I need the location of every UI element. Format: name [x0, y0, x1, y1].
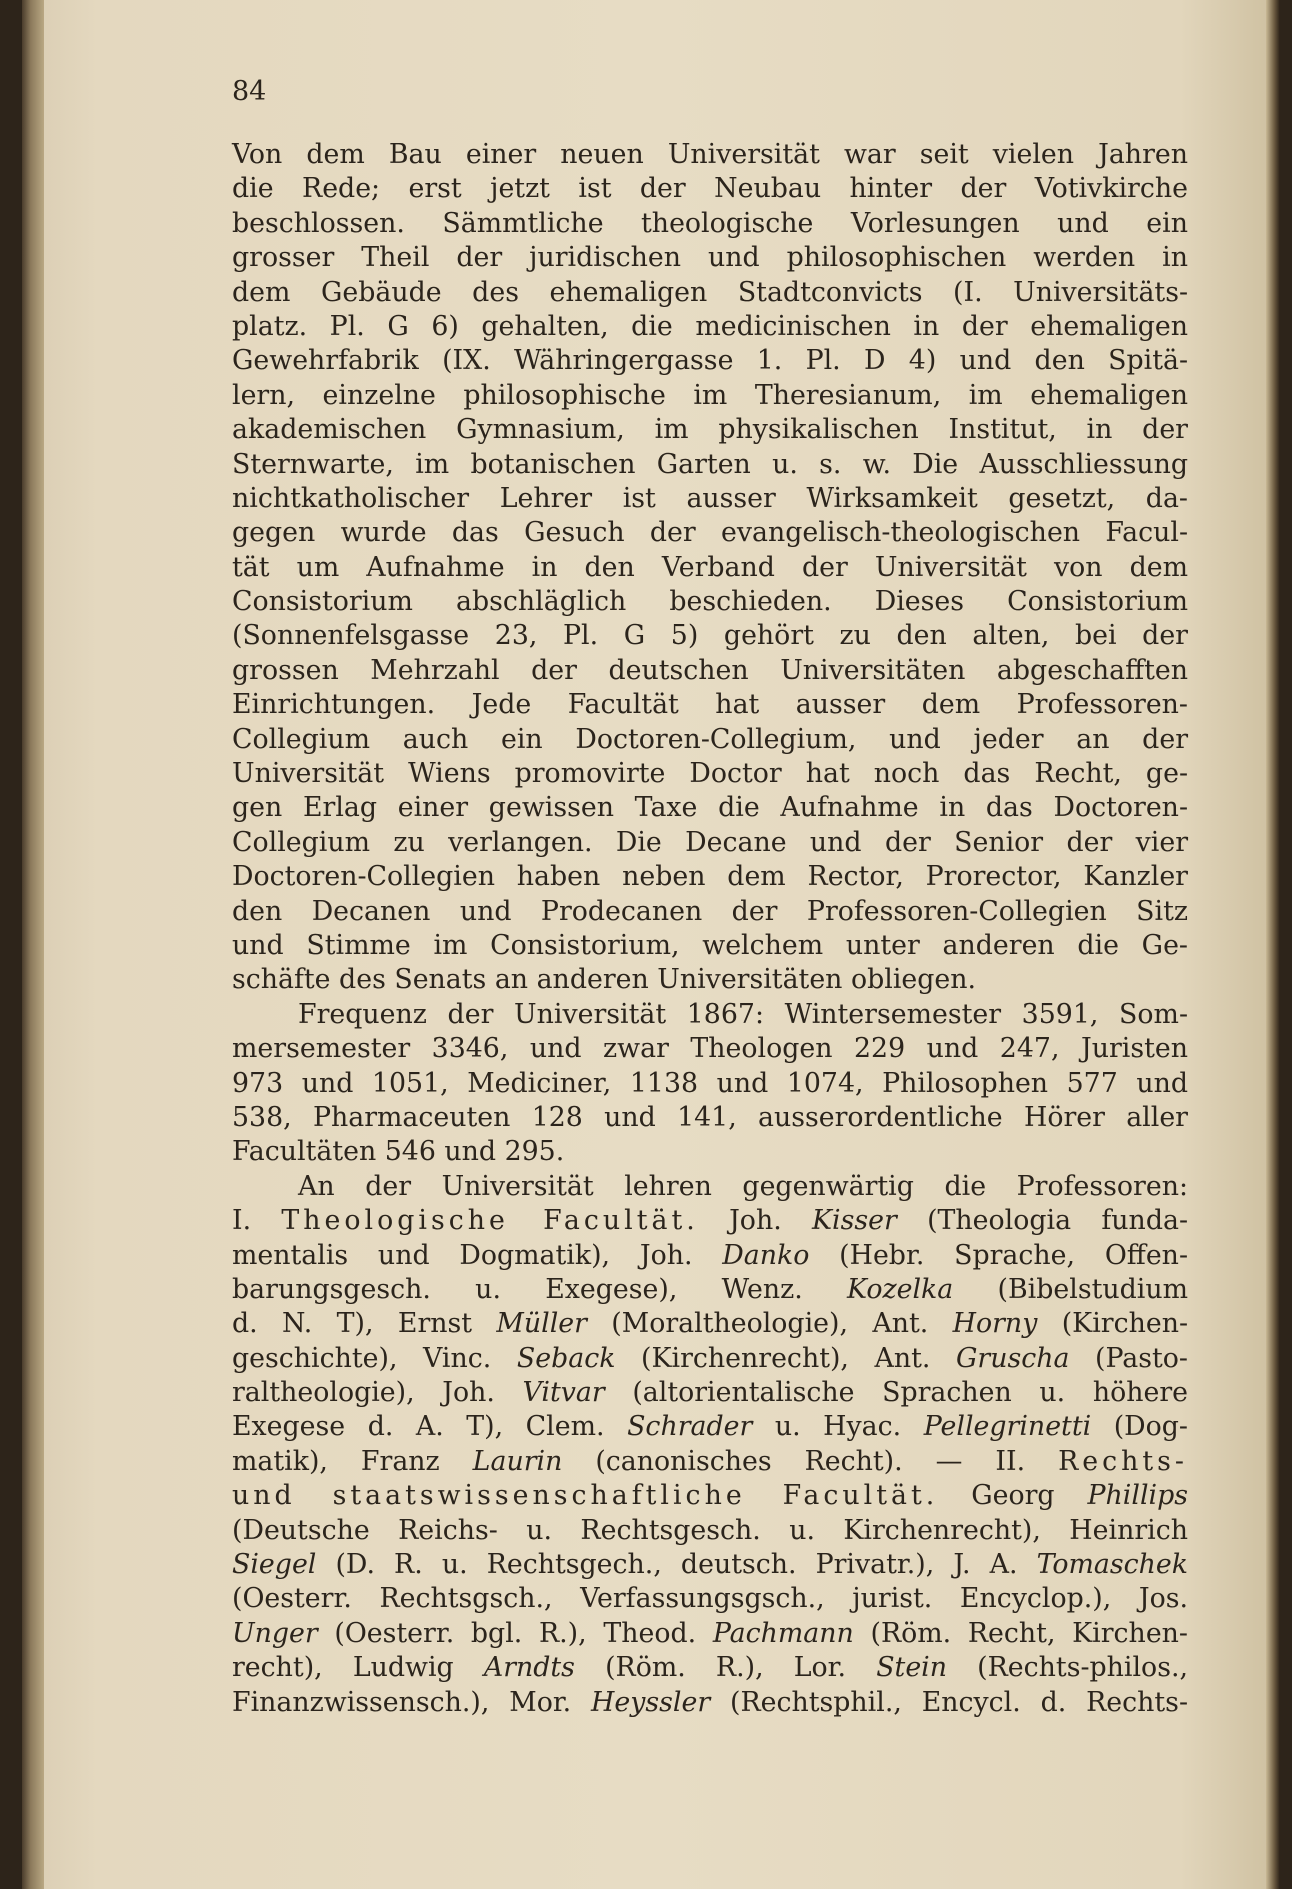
text-fragment: geschichte), Vinc.	[232, 1342, 517, 1374]
text-line: Doctoren-Collegien haben neben dem Rector, Prorector, Kanzler	[232, 861, 1188, 893]
text-fragment: (Kirchen-	[1037, 1308, 1189, 1340]
text-fragment: (altorientalische Sprachen u. höhere	[604, 1377, 1188, 1409]
text-line	[232, 1204, 1188, 1238]
professor-name: Horny	[952, 1308, 1038, 1340]
professor-name: Phillips	[1087, 1480, 1188, 1512]
professor-name: Stein	[876, 1652, 948, 1684]
text-line: Universität Wiens promovirte Doctor hat noch das Recht, ge-	[232, 758, 1188, 790]
professor-name: Gruscha	[955, 1342, 1070, 1374]
text-fragment: matik), Franz	[232, 1445, 473, 1477]
page-number: 84	[232, 76, 267, 107]
text-line: platz. Pl. G 6) gehalten, die medicinischen in der ehemaligen	[232, 310, 1188, 342]
page-gutter-edge	[22, 0, 44, 1889]
text-line: beschlossen. Sämmtliche theologische Vorlesungen und ein	[232, 207, 1188, 239]
professor-name: Pachmann	[712, 1617, 854, 1649]
text-line: nichtkatholischer Lehrer ist ausser Wirksamkeit gesetzt, da-	[232, 482, 1188, 514]
text-line: Einrichtungen. Jede Facultät hat ausser dem Professoren-	[232, 689, 1188, 721]
text-fragment: barungsgesch. u. Exegese), Wenz.	[232, 1273, 848, 1305]
text-line: mersemester 3346, und zwar Theologen 229 und 247, Juristen	[232, 1033, 1188, 1065]
text-line: gegen wurde das Gesuch der evangelisch-theologischen Facul-	[232, 517, 1188, 549]
text-line	[232, 1617, 1188, 1651]
text-line	[232, 1651, 1188, 1685]
text-fragment: mentalis und Dogmatik), Joh.	[232, 1239, 723, 1271]
text-line: die Rede; erst jetzt ist der Neubau hinter der Votivkirche	[232, 173, 1188, 205]
professor-name: Kozelka	[847, 1273, 954, 1305]
text-fragment: (Kirchenrecht), Ant.	[615, 1342, 956, 1374]
text-fragment: (Oesterr. bgl. R.), Theod.	[317, 1617, 713, 1649]
text-fragment: (Moraltheologie), Ant.	[586, 1308, 953, 1340]
text-fragment: (Dog-	[1091, 1411, 1188, 1443]
text-line: Sternwarte, im botanischen Garten u. s. w. Die Ausschliessung	[232, 448, 1188, 480]
text-line: Consistorium abschläglich beschieden. Dieses Consistorium	[232, 586, 1188, 618]
text-fragment: Georg	[938, 1480, 1088, 1512]
text-line: Facultäten 546 und 295.	[232, 1136, 565, 1168]
text-fragment: Finanzwissensch.), Mor.	[232, 1686, 592, 1718]
text-line: Gewehrfabrik (IX. Währingergasse 1. Pl. D 4) und den Spitä-	[232, 345, 1188, 377]
professor-name: Arndts	[483, 1652, 575, 1684]
text-fragment: (Pasto-	[1069, 1342, 1188, 1374]
text-line	[232, 1410, 1188, 1444]
text-fragment: (Röm. Recht, Kirchen-	[853, 1617, 1188, 1649]
faculty-heading: und staatswissenschaftliche Facultät.	[232, 1480, 939, 1512]
text-line: (Sonnenfelsgasse 23, Pl. G 5) gehört zu den alten, bei der	[232, 620, 1188, 652]
text-fragment: raltheologie), Joh.	[232, 1377, 523, 1409]
text-line	[232, 1479, 1188, 1513]
professor-name: Tomaschek	[1036, 1549, 1188, 1581]
text-line	[232, 1514, 1188, 1548]
text-line	[232, 1342, 1188, 1376]
text-line: Collegium zu verlangen. Die Decane und der Senior der vier	[232, 826, 1188, 858]
professor-name: Heyssler	[591, 1686, 711, 1718]
professor-name: Müller	[496, 1308, 587, 1340]
text-fragment: (Rechts-philos.,	[947, 1652, 1188, 1684]
text-fragment: Exegese d. A. T), Clem.	[232, 1411, 628, 1443]
text-fragment: I.	[232, 1205, 282, 1237]
body-text	[232, 138, 1188, 1720]
text-line: 973 und 1051, Mediciner, 1138 und 1074, Philosophen 577 und	[232, 1067, 1188, 1099]
text-line: Von dem Bau einer neuen Universität war seit vielen Jahren	[232, 139, 1188, 170]
text-fragment: Joh.	[698, 1205, 813, 1237]
text-line: und Stimme im Consistorium, welchem unter anderen die Ge-	[232, 929, 1188, 961]
text-fragment: (Hebr. Sprache, Offen-	[809, 1239, 1188, 1271]
text-line: den Decanen und Prodecanen der Professoren-Collegien Sitz	[232, 895, 1188, 927]
text-line	[232, 1582, 1188, 1616]
professor-name: Seback	[516, 1342, 616, 1374]
text-fragment: (Oesterr. Rechtsgsch., Verfassungsgsch., jurist. Encyclop.), Jos.	[232, 1583, 1188, 1615]
text-line: An der Universität lehren gegenwärtig die Professoren:	[298, 1170, 1188, 1202]
text-fragment: u. Hyac.	[752, 1411, 924, 1443]
text-line	[232, 1307, 1188, 1341]
text-line	[232, 1445, 1188, 1479]
text-fragment: (Deutsche Reichs- u. Rechtsgesch. u. Kirchenrecht), Heinrich	[232, 1514, 1188, 1546]
text-line: 538, Pharmaceuten 128 und 141, ausserordentliche Hörer aller	[232, 1101, 1188, 1133]
professor-name: Vitvar	[522, 1377, 605, 1409]
text-line: Frequenz der Universität 1867: Wintersemester 3591, Som-	[298, 998, 1188, 1030]
text-line	[232, 1376, 1188, 1410]
page-outer-edge	[1266, 0, 1280, 1889]
professor-name: Laurin	[472, 1445, 563, 1477]
professor-name: Siegel	[232, 1549, 317, 1581]
professor-name: Danko	[722, 1239, 810, 1271]
professor-name: Schrader	[627, 1411, 753, 1443]
text-line	[232, 1273, 1188, 1307]
text-line: dem Gebäude des ehemaligen Stadtconvicts (I. Universitäts-	[232, 276, 1188, 308]
text-fragment: (Rechtsphil., Encycl. d. Rechts-	[710, 1686, 1188, 1718]
text-fragment: (Bibelstudium	[953, 1273, 1188, 1305]
text-fragment: (Theologia funda-	[896, 1205, 1189, 1237]
text-line	[232, 1686, 1188, 1720]
text-line: schäfte des Senats an anderen Universitäten obliegen.	[232, 964, 977, 996]
professor-name: Kisser	[812, 1205, 897, 1237]
text-fragment: (canonisches Recht). — II.	[562, 1445, 1059, 1477]
text-fragment: recht), Ludwig	[232, 1652, 484, 1684]
professor-name: Pellegrinetti	[923, 1411, 1092, 1443]
faculty-heading: Rechts-	[1058, 1445, 1188, 1477]
text-line: Collegium auch ein Doctoren-Collegium, und jeder an der	[232, 723, 1188, 755]
text-line: grosser Theil der juridischen und philosophischen werden in	[232, 242, 1188, 274]
text-line: lern, einzelne philosophische im Theresianum, im ehemaligen	[232, 379, 1188, 411]
text-line: gen Erlag einer gewissen Taxe die Aufnahme in das Doctoren-	[232, 792, 1188, 824]
text-fragment: (D. R. u. Rechtsgech., deutsch. Privatr.), J. A.	[316, 1549, 1037, 1581]
text-line	[232, 1239, 1188, 1273]
professor-name: Unger	[232, 1617, 318, 1649]
text-fragment: (Röm. R.), Lor.	[574, 1652, 877, 1684]
book-page	[22, 0, 1280, 1889]
text-line: grossen Mehrzahl der deutschen Universitäten abgeschafften	[232, 654, 1188, 686]
faculty-heading: Theologische Facultät.	[281, 1205, 699, 1237]
text-fragment: d. N. T), Ernst	[232, 1308, 497, 1340]
text-line: tät um Aufnahme in den Verband der Universität von dem	[232, 551, 1188, 583]
text-line	[232, 1548, 1188, 1582]
text-line: akademischen Gymnasium, im physikalischen Institut, in der	[232, 414, 1188, 446]
